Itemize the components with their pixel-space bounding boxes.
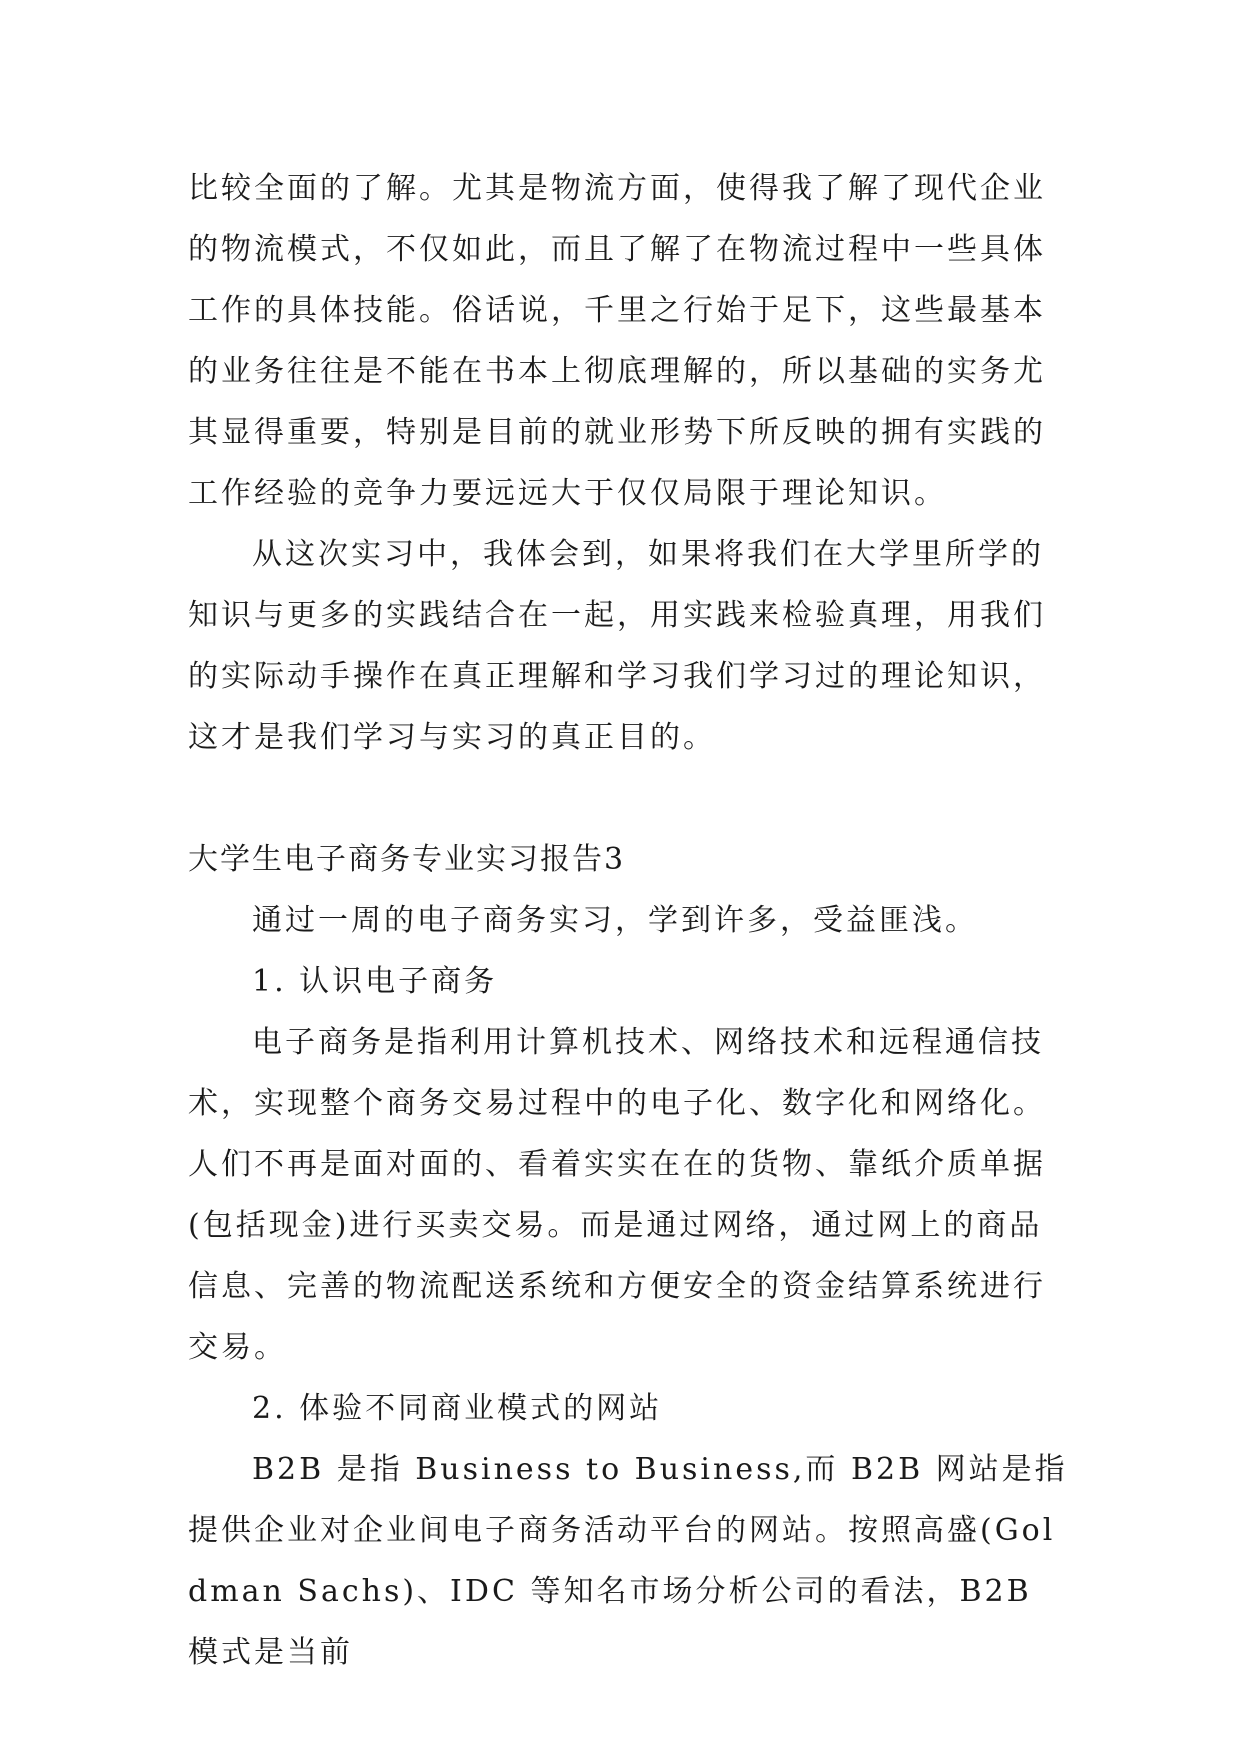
document-body [188, 158, 1068, 1683]
paragraph-internship-reflection: 从这次实习中，我体会到，如果将我们在大学里所学的知识与更多的实践结合在一起，用实践来检验真理，用我们的实际动手操作在真正理解和学习我们学习过的理论知识，这才是我们学习与实习的真正目的。 [188, 537, 1046, 755]
section-spacer [188, 768, 1068, 829]
paragraph-intro: 通过一周的电子商务实习，学到许多，受益匪浅。 [252, 903, 978, 938]
section-title: 大学生电子商务专业实习报告3 [188, 842, 626, 877]
paragraph-ecommerce-definition: 电子商务是指利用计算机技术、网络技术和远程通信技术，实现整个商务交易过程中的电子化、数字化和网络化。人们不再是面对面的、看着实实在在的货物、靠纸介质单据(包括现金)进行买卖交易。而是通过网络，通过网上的商品信息、完善的物流配送系统和方便安全的资金结算系统进行交易。 [188, 1025, 1046, 1365]
paragraph-continued: 比较全面的了解。尤其是物流方面，使得我了解了现代企业的物流模式，不仅如此，而且了解了在物流过程中一些具体工作的具体技能。俗话说，千里之行始于足下，这些最基本的业务往往是不能在书本上彻底理解的，所以基础的实务尤其显得重要，特别是目前的就业形势下所反映的拥有实践的工作经验的竞争力要远远大于仅仅局限于理论知识。 [188, 171, 1046, 511]
subheading-business-models: 2. 体验不同商业模式的网站 [252, 1391, 663, 1426]
subheading-understand-ecommerce: 1. 认识电子商务 [252, 964, 498, 999]
paragraph-b2b: B2B 是指 Business to Business,而 B2B 网站是指提供企业对企业间电子商务活动平台的网站。按照高盛(Goldman Sachs)、IDC 等知名市场分析公司的看法，B2B 模式是当前 [188, 1452, 1068, 1670]
